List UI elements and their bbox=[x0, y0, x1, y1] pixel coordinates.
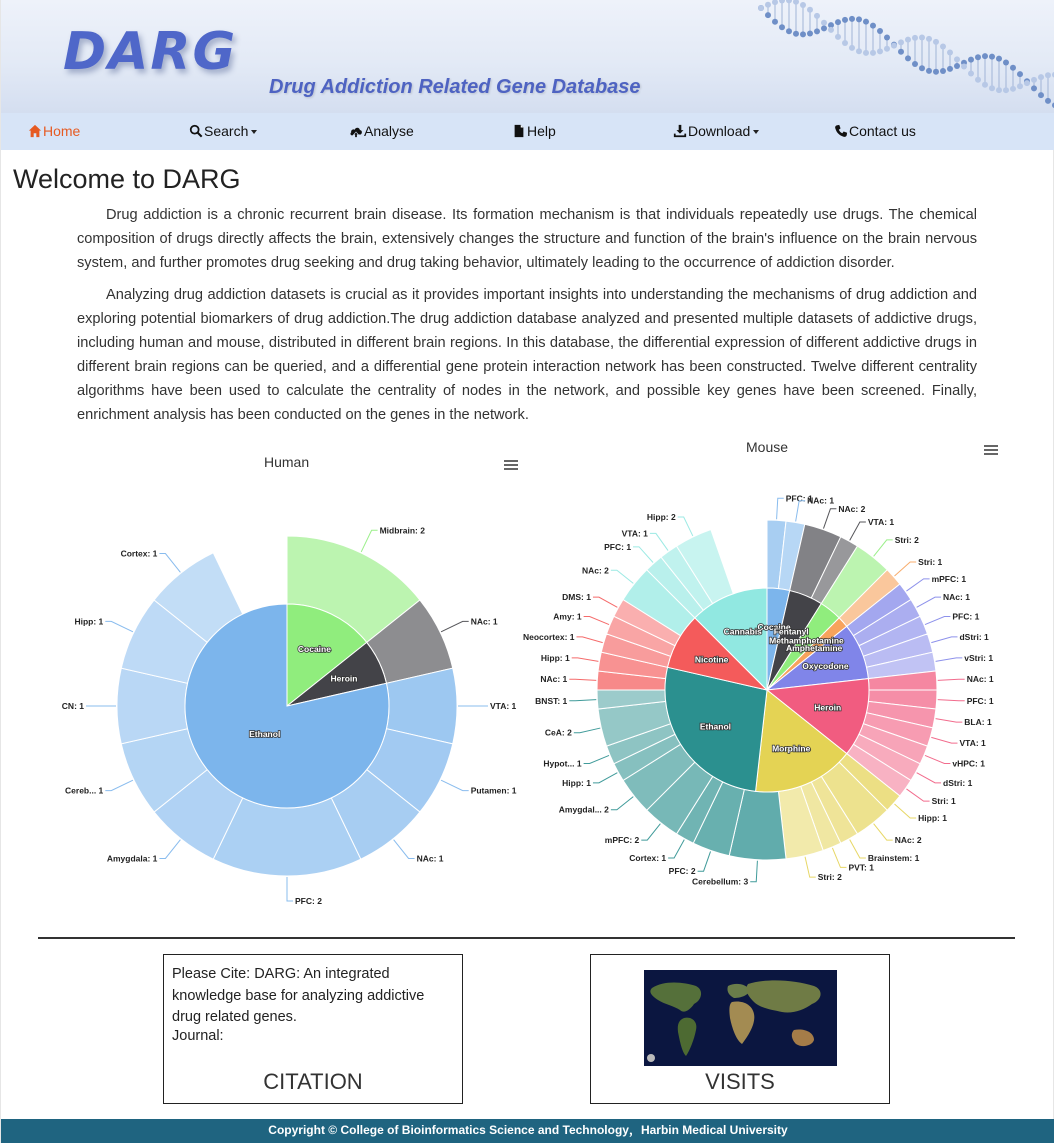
outer-segment-label: Neocortex: 1 bbox=[523, 631, 575, 642]
label-connector bbox=[633, 547, 653, 563]
label-connector bbox=[895, 562, 917, 576]
label-connector bbox=[593, 597, 617, 607]
label-connector bbox=[925, 617, 950, 625]
outer-segment-label: Hipp: 1 bbox=[540, 652, 570, 663]
outer-segment-label: BNST: 1 bbox=[535, 695, 568, 706]
cloud-upload-icon bbox=[349, 124, 363, 138]
inner-segment-label: Heroin bbox=[330, 673, 358, 684]
nav-home-label: Home bbox=[43, 123, 81, 139]
label-connector bbox=[641, 824, 660, 840]
outer-segment-label: PFC: 1 bbox=[604, 541, 632, 552]
label-connector bbox=[936, 658, 963, 662]
outer-segment-label: Hipp: 1 bbox=[562, 777, 591, 788]
label-connector bbox=[569, 700, 596, 701]
outer-segment-label: vHPC: 1 bbox=[952, 758, 985, 769]
nav-search-label: Search bbox=[204, 123, 249, 139]
page-title: Welcome to DARG bbox=[13, 164, 241, 194]
outer-segment-label: Stri: 1 bbox=[918, 557, 943, 568]
outer-segment-label: NAc: 1 bbox=[540, 674, 568, 685]
site-subtitle: Drug Addiction Related Gene Database bbox=[269, 76, 641, 98]
outer-segment-label: NAc: 2 bbox=[838, 503, 866, 514]
inner-segment-label: Cocaine bbox=[297, 644, 331, 655]
outer-segment-label: NAc: 2 bbox=[894, 835, 922, 846]
world-map-icon[interactable] bbox=[644, 970, 837, 1066]
label-connector bbox=[750, 861, 757, 882]
chevron-down-icon bbox=[251, 130, 257, 134]
outer-segment-label: VTA: 1 bbox=[621, 528, 648, 539]
nav-home[interactable] bbox=[28, 123, 80, 139]
outer-segment-label: Cerebellum: 3 bbox=[692, 876, 749, 887]
human-sunburst-chart bbox=[41, 480, 531, 920]
label-connector bbox=[577, 637, 603, 643]
label-connector bbox=[777, 498, 784, 519]
inner-segment-label: Methamphetamine bbox=[769, 635, 844, 646]
outer-segment-label: PFC: 2 bbox=[668, 866, 696, 877]
label-connector bbox=[895, 804, 917, 818]
label-connector bbox=[874, 824, 893, 840]
label-connector bbox=[906, 579, 929, 591]
outer-segment-label: VTA: 1 bbox=[867, 516, 895, 527]
outer-segment-label: PFC: 1 bbox=[952, 611, 980, 622]
nav-search[interactable] bbox=[189, 123, 257, 139]
mouse-chart-menu-icon[interactable] bbox=[984, 445, 998, 457]
label-connector bbox=[105, 621, 133, 631]
label-connector bbox=[938, 700, 965, 701]
inner-segment-label: Heroin bbox=[814, 702, 842, 713]
home-icon bbox=[28, 124, 42, 138]
visits-box bbox=[590, 954, 890, 1104]
main-nav bbox=[1, 113, 1054, 150]
label-connector bbox=[572, 658, 599, 662]
inner-segment-label: Cannabis bbox=[723, 626, 762, 637]
header-banner bbox=[1, 0, 1054, 113]
file-icon bbox=[512, 124, 526, 138]
label-connector bbox=[698, 851, 711, 871]
chevron-down-icon bbox=[753, 130, 759, 134]
outer-segment-label: CeA: 2 bbox=[544, 727, 572, 738]
label-connector bbox=[931, 637, 957, 643]
label-connector bbox=[584, 755, 609, 763]
inner-segment-label: Oxycodone bbox=[802, 660, 849, 671]
outer-segment-label: Hypot... 1 bbox=[543, 758, 582, 769]
label-connector bbox=[917, 597, 941, 607]
label-connector bbox=[917, 773, 941, 783]
label-connector bbox=[105, 780, 133, 790]
outer-segment-label: Hipp: 1 bbox=[74, 616, 104, 627]
label-connector bbox=[805, 857, 816, 877]
label-connector bbox=[159, 840, 180, 859]
inner-segment-label: Cocaine bbox=[757, 622, 791, 633]
outer-segment-label: Cortex: 1 bbox=[120, 548, 158, 559]
outer-segment-label: mPFC: 2 bbox=[604, 835, 640, 846]
label-connector bbox=[584, 617, 609, 625]
outer-segment-label: mPFC: 1 bbox=[931, 573, 967, 584]
label-connector bbox=[287, 877, 293, 901]
label-connector bbox=[394, 840, 415, 859]
citation-label: CITATION bbox=[263, 1069, 363, 1094]
section-divider bbox=[38, 937, 1015, 939]
label-connector bbox=[668, 840, 684, 858]
label-connector bbox=[938, 679, 965, 680]
outer-segment-label: Putamen: 1 bbox=[470, 785, 517, 796]
citation-journal: Journal: bbox=[172, 1028, 224, 1044]
outer-segment-label: Hipp: 2 bbox=[646, 512, 676, 523]
outer-segment-label: Cereb... 1 bbox=[65, 785, 104, 796]
outer-segment-label: Stri: 2 bbox=[817, 872, 842, 883]
outer-segment-label: vStri: 1 bbox=[964, 652, 994, 663]
human-chart-menu-icon[interactable] bbox=[504, 460, 518, 472]
outer-segment-label: NAc: 1 bbox=[807, 495, 835, 506]
outer-segment-label: NAc: 1 bbox=[470, 616, 498, 627]
outer-segment-label: Amy: 1 bbox=[553, 611, 582, 622]
nav-help[interactable] bbox=[512, 123, 556, 139]
label-connector bbox=[441, 621, 469, 631]
outer-segment-label: dStri: 1 bbox=[943, 777, 973, 788]
outer-segment-label: Amygdala: 1 bbox=[106, 853, 158, 864]
label-connector bbox=[823, 509, 836, 529]
label-connector bbox=[931, 737, 957, 743]
outer-segment-label: NAc: 2 bbox=[581, 565, 609, 576]
outer-segment-label: Midbrain: 2 bbox=[379, 525, 425, 536]
label-connector bbox=[593, 773, 617, 783]
label-connector bbox=[925, 755, 950, 763]
label-connector bbox=[678, 517, 693, 536]
human-chart-title: Human bbox=[264, 454, 310, 470]
outer-segment-label: PVT: 1 bbox=[848, 862, 874, 873]
label-connector bbox=[611, 570, 633, 583]
label-connector bbox=[611, 797, 633, 810]
outer-segment-label: Stri: 1 bbox=[931, 796, 956, 807]
outer-segment-label: CN: 1 bbox=[61, 701, 84, 711]
inner-segment-label: Ethanol bbox=[249, 728, 281, 739]
inner-segment-label: Ethanol bbox=[699, 721, 732, 732]
citation-text: Please Cite: DARG: An integrated knowledge base for analyzing addictive drug related genes. bbox=[172, 966, 425, 1025]
nav-analyse-label: Analyse bbox=[364, 123, 414, 139]
site-logo[interactable]: DARG bbox=[63, 22, 238, 82]
intro-paragraph-1: Drug addiction is a chronic recurrent brain disease. Its formation mechanism is that individuals repeatedly use drugs. The chemical composition of drugs directly affects the brain, extensively changes the structure and function of the brain's influence on the brain nervous system, and further promotes drug seeking and drug taking behavior, ultimately leading to the occurrence of addiction disorder. bbox=[77, 207, 977, 271]
label-connector bbox=[361, 530, 377, 552]
label-connector bbox=[796, 501, 806, 522]
nav-contact-label: Contact us bbox=[849, 123, 916, 139]
outer-segment-label: PFC: 2 bbox=[295, 896, 322, 906]
label-connector bbox=[159, 554, 180, 573]
label-connector bbox=[569, 679, 596, 680]
download-icon bbox=[673, 124, 687, 138]
label-connector bbox=[850, 840, 866, 858]
inner-segment-label: Fentanyl bbox=[773, 626, 809, 637]
outer-segment-label: Cortex: 1 bbox=[629, 853, 667, 864]
dna-helix-icon bbox=[751, 0, 1054, 113]
outer-segment-label: PFC: 1 bbox=[966, 695, 994, 706]
visits-label: VISITS bbox=[705, 1069, 775, 1094]
mouse-chart-title: Mouse bbox=[746, 439, 789, 455]
outer-segment-label: VTA: 1 bbox=[490, 701, 517, 711]
outer-segment-label: NAc: 1 bbox=[416, 853, 444, 864]
intro-paragraph-2: Analyzing drug addiction datasets is crucial as it provides important insights into understanding the mechanisms of drug addiction and exploring potential biomarkers of drug addiction.The drug addiction database analyzed and presented multiple datasets of addictive drugs, including human and mouse, distributed in different brain regions. In this database, the differential expression of different addictive drugs in different brain regions can be queried, and a differential gene protein interaction network has been constructed. Twelve different centrality algorithms have been used to calculate the centrality of nodes in the network, and possible key genes have been screened. Finally, enrichment analysis has been conducted on the genes in the network. bbox=[77, 287, 977, 423]
label-connector bbox=[850, 522, 866, 540]
citation-box bbox=[163, 954, 463, 1104]
nav-help-label: Help bbox=[527, 123, 556, 139]
nav-contact[interactable] bbox=[834, 123, 916, 139]
label-connector bbox=[650, 533, 668, 550]
search-icon bbox=[189, 124, 203, 138]
outer-segment-label: NAc: 1 bbox=[943, 592, 970, 603]
nav-analyse[interactable] bbox=[349, 123, 414, 139]
label-connector bbox=[936, 719, 963, 723]
footer: Copyright © College of Bioinformatics Science and Technology，Harbin Medical University bbox=[1, 1119, 1054, 1143]
label-connector bbox=[441, 780, 469, 790]
inner-segment-label: Amphetamine bbox=[786, 642, 843, 653]
outer-segment-label: PFC: 1 bbox=[785, 493, 813, 504]
outer-segment-label: dStri: 1 bbox=[959, 631, 989, 642]
label-connector bbox=[574, 728, 600, 733]
inner-segment-label: Morphine bbox=[772, 743, 811, 754]
outer-segment-label: Stri: 2 bbox=[894, 534, 919, 545]
outer-segment-label: NAc: 1 bbox=[966, 674, 994, 685]
nav-download[interactable] bbox=[673, 123, 759, 139]
outer-segment-label: Hipp: 1 bbox=[918, 812, 947, 823]
nav-download-label: Download bbox=[688, 123, 751, 139]
inner-segment-label: Nicotine bbox=[694, 654, 729, 665]
outer-segment-label: Amygdal... 2 bbox=[558, 804, 609, 815]
outer-segment-label: BLA: 1 bbox=[964, 717, 992, 728]
label-connector bbox=[874, 540, 893, 556]
label-connector bbox=[832, 848, 846, 867]
label-connector bbox=[906, 789, 929, 801]
mouse-sunburst-chart bbox=[521, 470, 1021, 920]
phone-icon bbox=[834, 124, 848, 138]
outer-segment-label: Brainstem: 1 bbox=[867, 853, 920, 864]
outer-segment-label: DMS: 1 bbox=[562, 592, 591, 603]
outer-segment-label: VTA: 1 bbox=[959, 738, 986, 749]
